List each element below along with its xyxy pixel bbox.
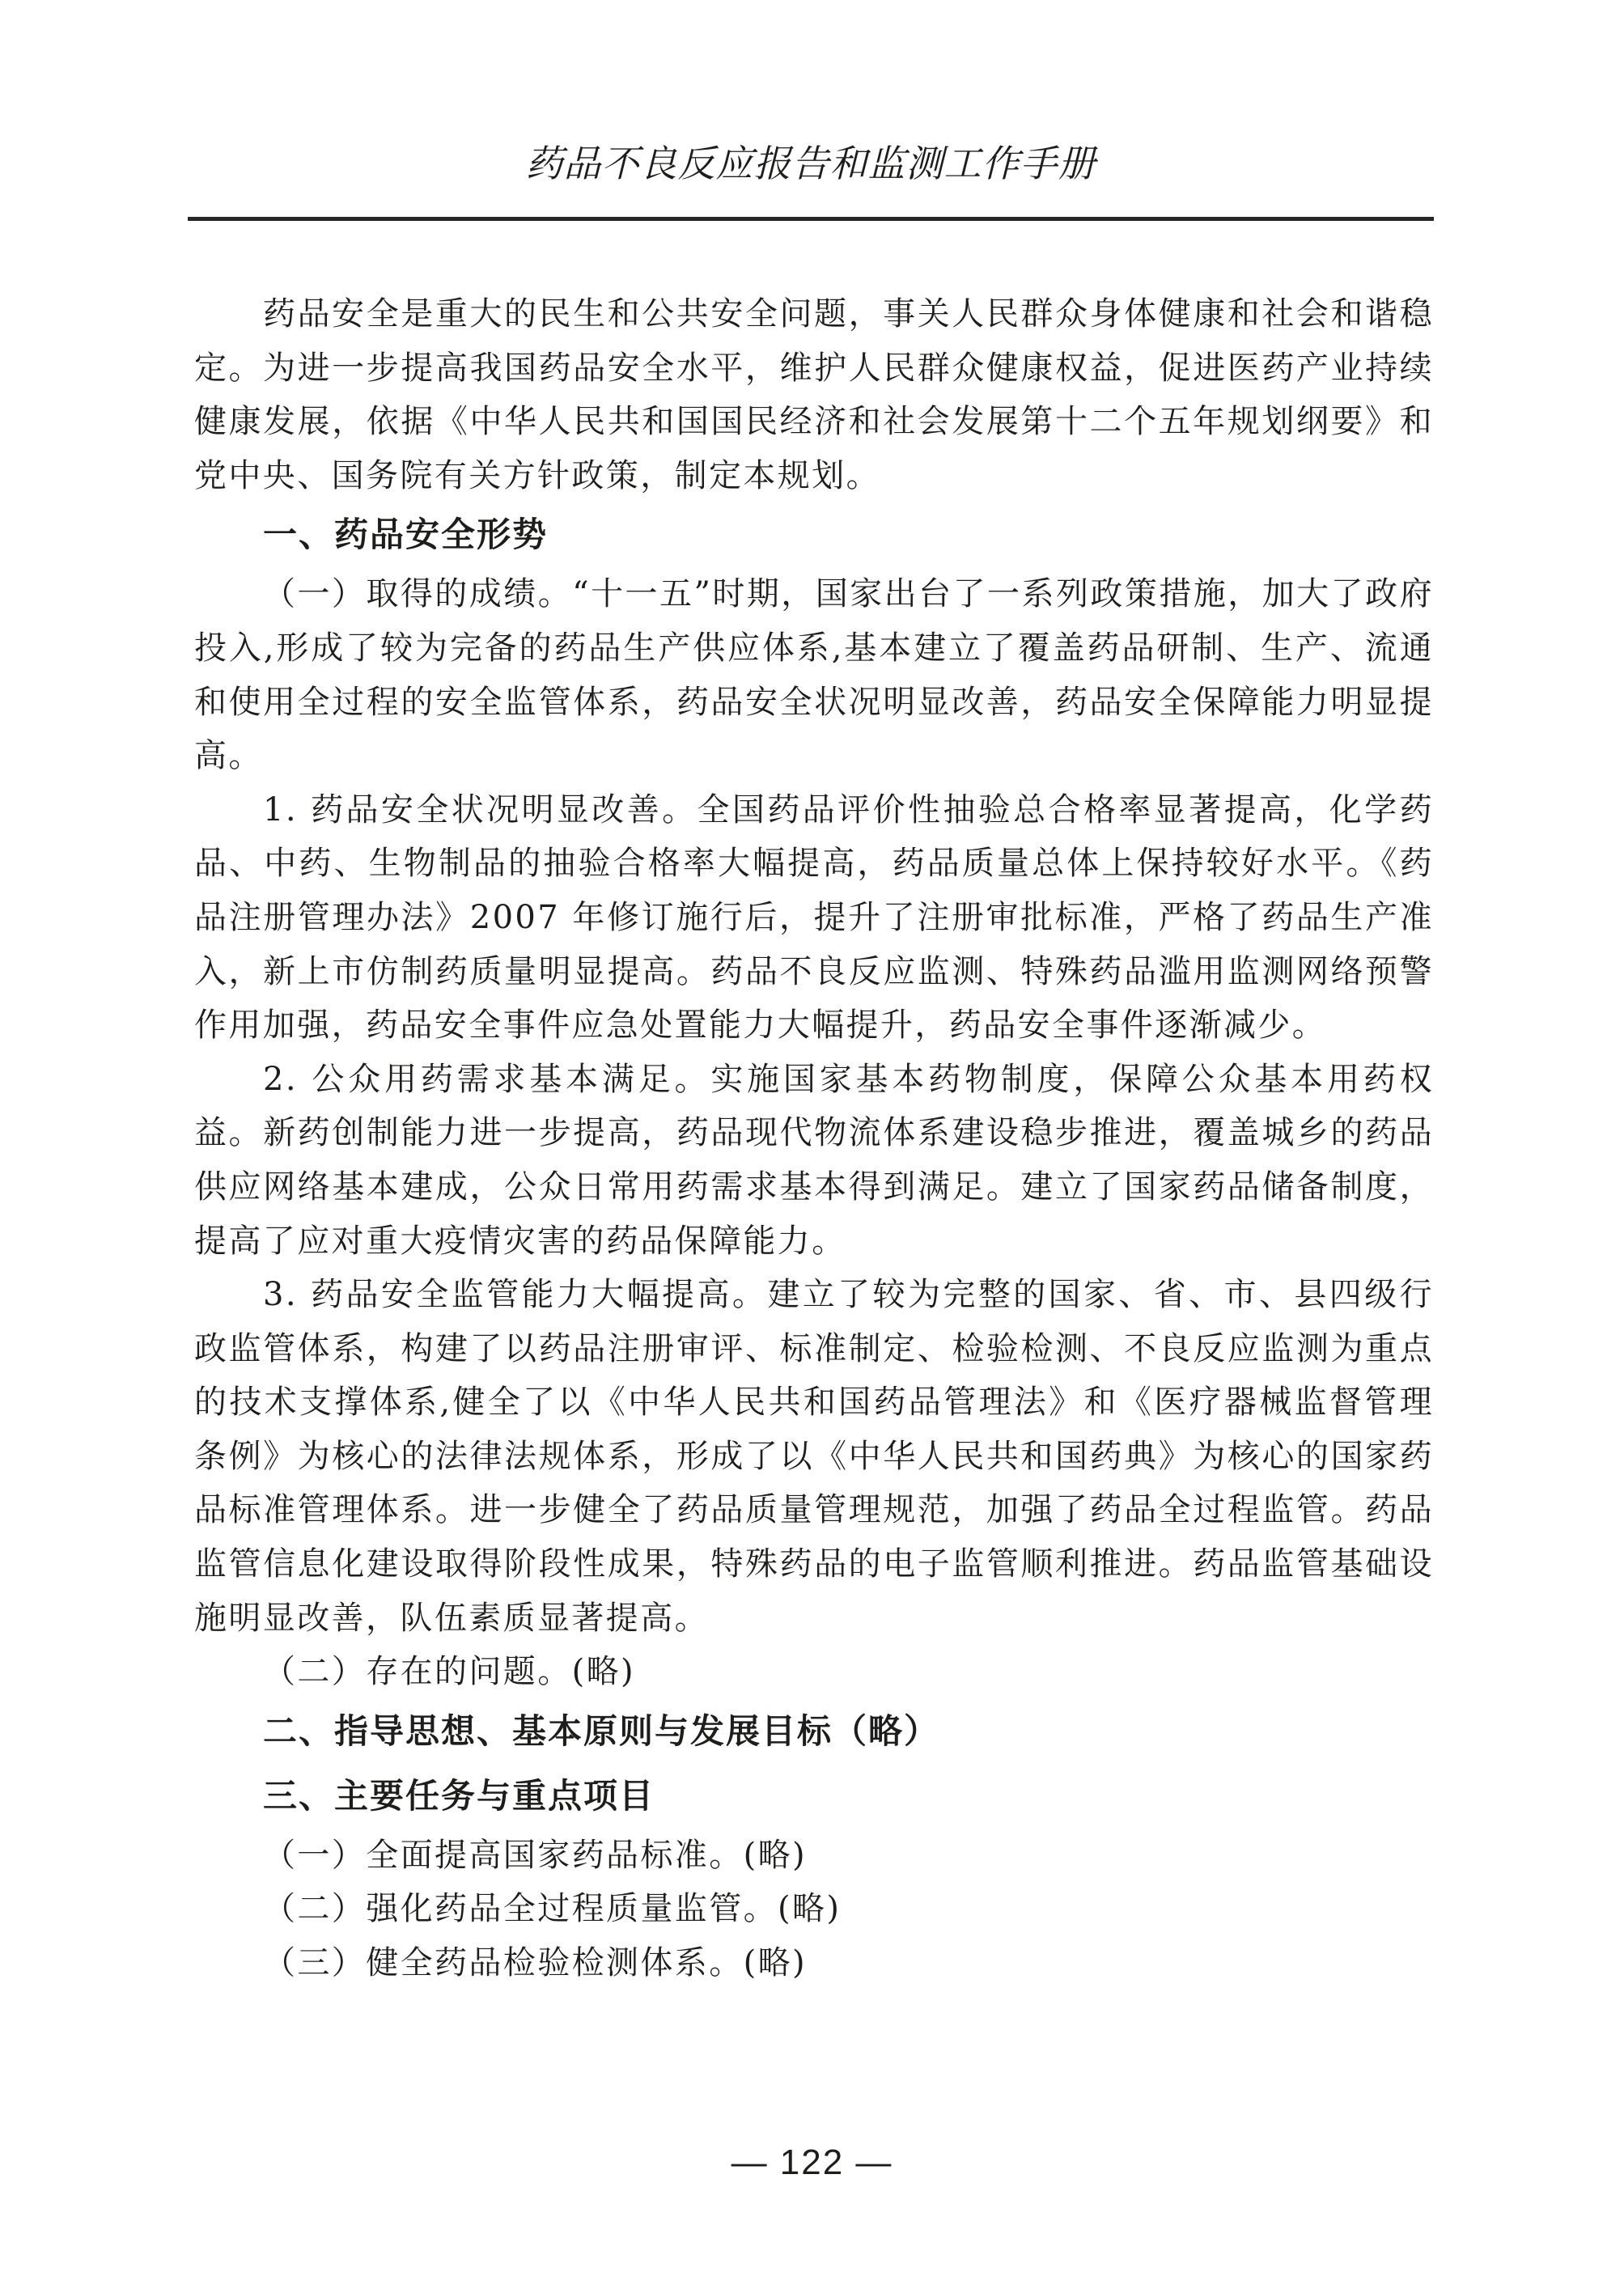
section-heading-1: 一、药品安全形势: [263, 515, 549, 555]
page-number: — 122 —: [731, 2143, 893, 2182]
section-heading-2: 二、指导思想、基本原则与发展目标（略）: [263, 1710, 940, 1751]
paragraph-item-3: 3. 药品安全监管能力大幅提高。建立了较为完整的国家、省、市、县四级行政监管体系，构建了以药品注册审评、标准制定、检验检测、不良反应监测为重点的技术支撑体系,健全了以《中华人民共和国药品管理法》和《医疗器械监督管理条例》为核心的法律法规体系，形成了以《中华人民共和国药典》为核心的国家药品标准管理体系。进一步健全了药品质量管理规范，加强了药品全过程监管。药品监管信息化建设取得阶段性成果，特殊药品的电子监管顺利推进。药品监管基础设施明显改善，队伍素质显著提高。: [194, 1276, 1434, 1637]
running-header-title: 药品不良反应报告和监测工作手册: [525, 142, 1096, 185]
paragraph-item-1: 1. 药品安全状况明显改善。全国药品评价性抽验总合格率显著提高，化学药品、中药、生物制品的抽验合格率大幅提高，药品质量总体上保持较好水平。《药品注册管理办法》2007 年修订施行后，提升了注册审批标准，严格了药品生产准入，新上市仿制药质量明显提高。药品不良反应监测、特殊药品滥用监测网络预警作用加强，药品安全事件应急处置能力大幅提升，药品安全事件逐渐减少。: [194, 790, 1434, 1045]
paragraph-item-2: 2. 公众用药需求基本满足。实施国家基本药物制度，保障公众基本用药权益。新药创制能力进一步提高，药品现代物流体系建设稳步推进，覆盖城乡的药品供应网络基本建成，公众日常用药需求基本得到满足。建立了国家药品储备制度，提高了应对重大疫情灾害的药品保障能力。: [194, 1060, 1434, 1260]
paragraph-problems: （二）存在的问题。(略): [263, 1653, 636, 1691]
page-body: [194, 287, 1434, 1990]
section-heading-3: 三、主要任务与重点项目: [263, 1775, 655, 1816]
task-item: （三）健全药品检验检测体系。(略): [263, 1944, 808, 1982]
task-item: （一）全面提高国家药品标准。(略): [263, 1836, 808, 1874]
intro-paragraph: 药品安全是重大的民生和公共安全问题，事关人民群众身体健康和社会和谐稳定。为进一步提高我国药品安全水平，维护人民群众健康权益，促进医药产业持续健康发展，依据《中华人民共和国国民经济和社会发展第十二个五年规划纲要》和党中央、国务院有关方针政策，制定本规划。: [194, 295, 1434, 494]
paragraph-achievements: （一）取得的成绩。“十一五”时期，国家出台了一系列政策措施，加大了政府投入,形成了较为完备的药品生产供应体系,基本建立了覆盖药品研制、生产、流通和使用全过程的安全监管体系，药品安全状况明显改善，药品安全保障能力明显提高。: [194, 575, 1434, 775]
header-rule: [188, 217, 1434, 221]
task-item: （二）强化药品全过程质量监管。(略): [263, 1890, 842, 1928]
